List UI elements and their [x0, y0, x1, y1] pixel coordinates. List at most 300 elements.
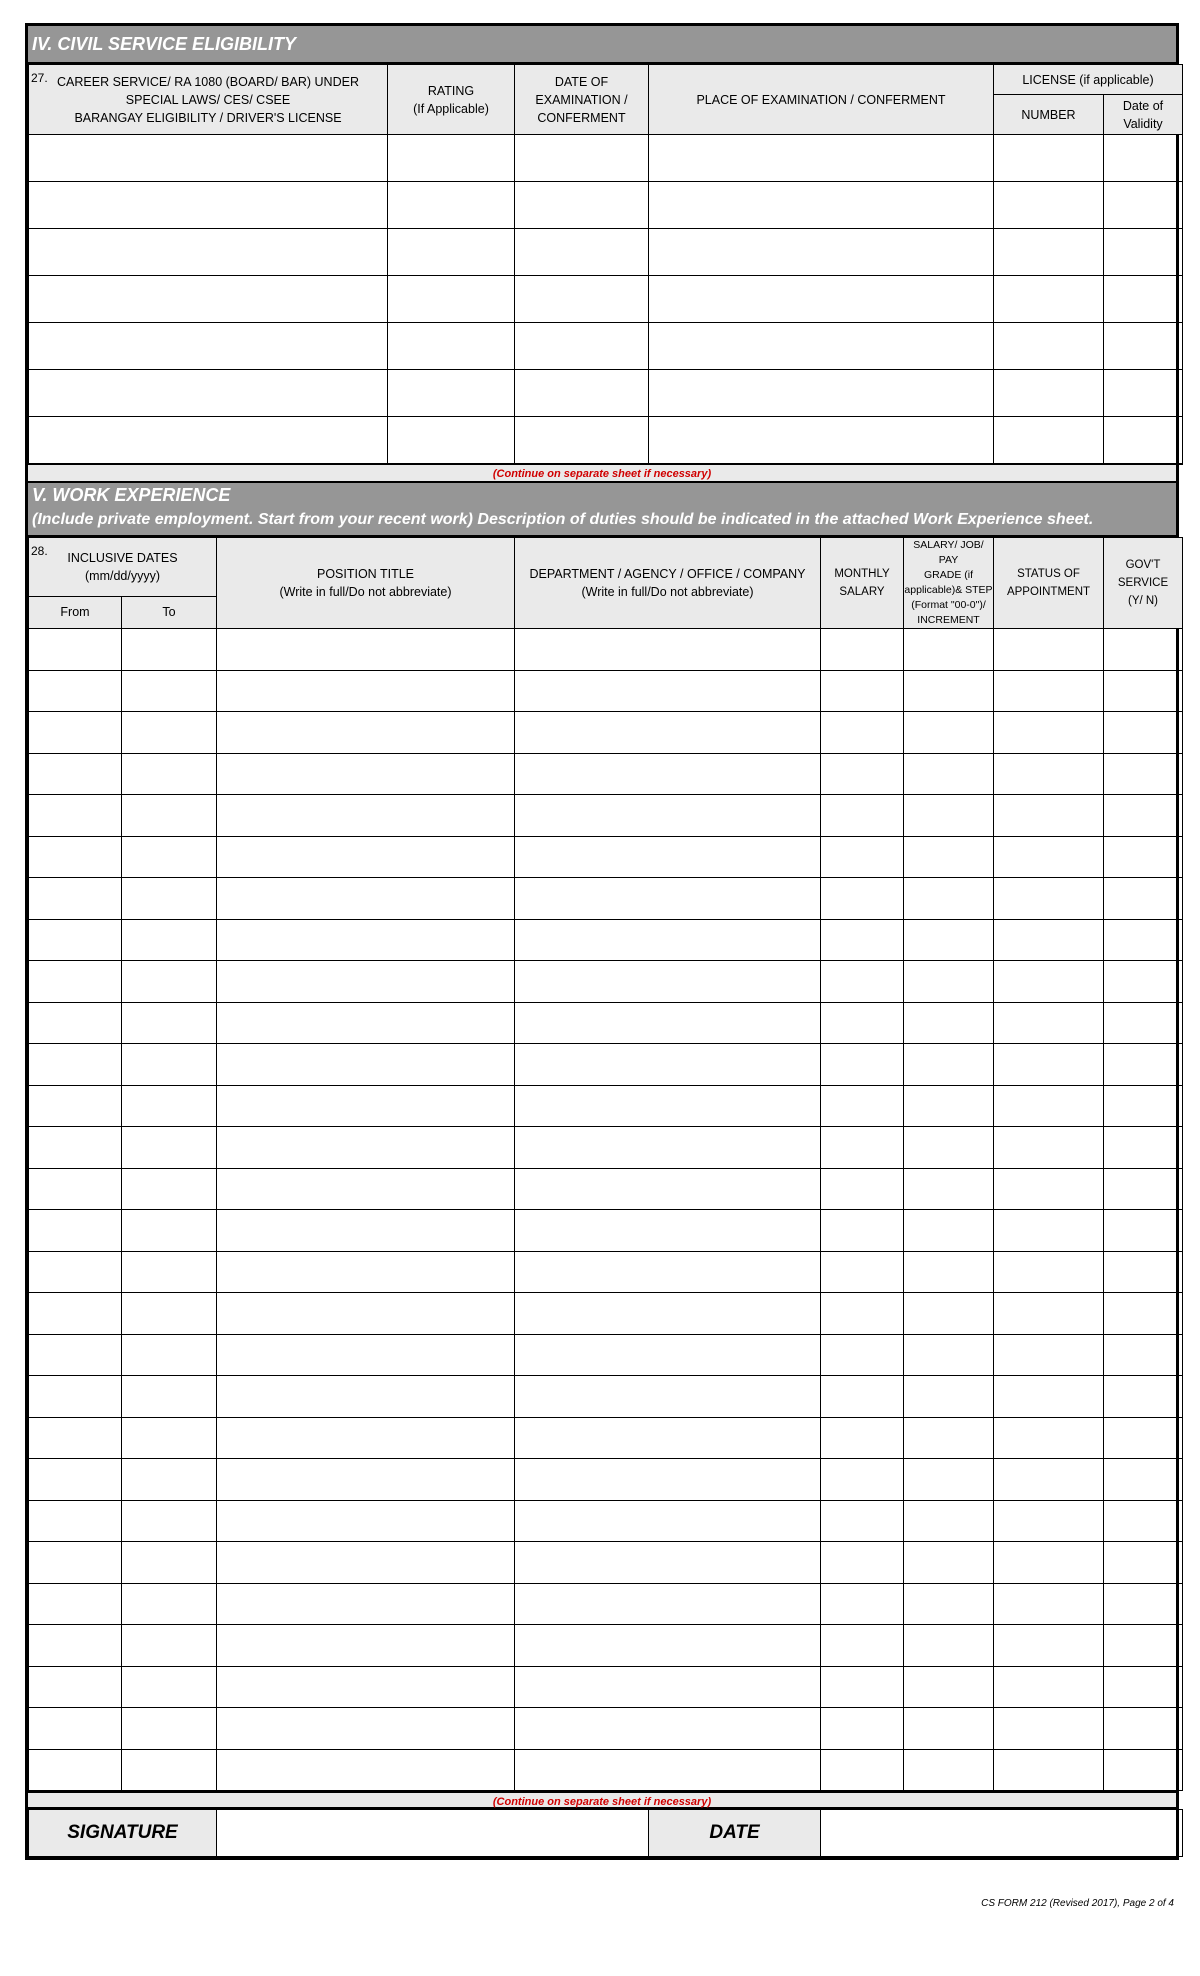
eligibility-place-cell[interactable] [649, 417, 994, 465]
work-status-cell[interactable] [994, 1127, 1104, 1169]
work-position-cell[interactable] [217, 1749, 515, 1791]
work-status-cell[interactable] [994, 753, 1104, 795]
work-to-cell[interactable] [122, 753, 217, 795]
work-position-cell[interactable] [217, 795, 515, 837]
eligibility-rating-cell[interactable] [388, 370, 515, 417]
eligibility-license-number-cell[interactable] [994, 417, 1104, 465]
work-grade-cell[interactable] [904, 961, 994, 1003]
work-grade-cell[interactable] [904, 1500, 994, 1542]
work-from-cell[interactable] [29, 961, 122, 1003]
work-to-cell[interactable] [122, 836, 217, 878]
work-department-cell[interactable] [515, 1002, 821, 1044]
eligibility-license-number-cell[interactable] [994, 229, 1104, 276]
header-monthly-salary: MONTHLY SALARY [821, 538, 904, 629]
work-department-cell[interactable] [515, 1625, 821, 1667]
work-to-cell[interactable] [122, 878, 217, 920]
work-position-cell[interactable] [217, 1708, 515, 1750]
work-grade-cell[interactable] [904, 1583, 994, 1625]
work-from-cell[interactable] [29, 1708, 122, 1750]
work-from-cell[interactable] [29, 836, 122, 878]
work-department-cell[interactable] [515, 1168, 821, 1210]
work-govt-service-cell[interactable] [1104, 1127, 1183, 1169]
work-position-cell[interactable] [217, 712, 515, 754]
work-govt-service-cell[interactable] [1104, 1583, 1183, 1625]
work-salary-cell[interactable] [821, 795, 904, 837]
work-department-cell[interactable] [515, 670, 821, 712]
work-salary-cell[interactable] [821, 1293, 904, 1335]
work-status-cell[interactable] [994, 878, 1104, 920]
work-from-cell[interactable] [29, 1459, 122, 1501]
work-department-cell[interactable] [515, 1210, 821, 1252]
eligibility-license-validity-cell[interactable] [1104, 417, 1183, 465]
work-salary-cell[interactable] [821, 1168, 904, 1210]
work-position-cell[interactable] [217, 1293, 515, 1335]
work-to-cell[interactable] [122, 1583, 217, 1625]
eligibility-license-validity-cell[interactable] [1104, 276, 1183, 323]
work-row [29, 629, 1183, 671]
work-from-cell[interactable] [29, 1293, 122, 1335]
work-department-cell[interactable] [515, 919, 821, 961]
work-position-cell[interactable] [217, 961, 515, 1003]
work-govt-service-cell[interactable] [1104, 1500, 1183, 1542]
work-salary-cell[interactable] [821, 1044, 904, 1086]
work-department-cell[interactable] [515, 1666, 821, 1708]
work-row [29, 1210, 1183, 1252]
header-inclusive-dates: 28. INCLUSIVE DATES (mm/dd/yyyy) [29, 538, 217, 597]
work-to-cell[interactable] [122, 1251, 217, 1293]
eligibility-career-service-cell[interactable] [29, 182, 388, 229]
work-from-cell[interactable] [29, 629, 122, 671]
work-from-cell[interactable] [29, 1542, 122, 1584]
eligibility-place-cell[interactable] [649, 276, 994, 323]
work-govt-service-cell[interactable] [1104, 1666, 1183, 1708]
eligibility-license-validity-cell[interactable] [1104, 370, 1183, 417]
work-from-cell[interactable] [29, 1749, 122, 1791]
work-grade-cell[interactable] [904, 878, 994, 920]
work-grade-cell[interactable] [904, 1542, 994, 1584]
header-place-of-examination: PLACE OF EXAMINATION / CONFERMENT [649, 65, 994, 135]
work-from-cell[interactable] [29, 1334, 122, 1376]
eligibility-row [29, 417, 1183, 465]
work-salary-cell[interactable] [821, 1625, 904, 1667]
signature-field[interactable] [217, 1810, 649, 1857]
work-grade-cell[interactable] [904, 1085, 994, 1127]
eligibility-career-service-cell[interactable] [29, 370, 388, 417]
work-from-cell[interactable] [29, 1376, 122, 1418]
work-to-cell[interactable] [122, 1749, 217, 1791]
work-to-cell[interactable] [122, 1168, 217, 1210]
work-to-cell[interactable] [122, 1044, 217, 1086]
work-from-cell[interactable] [29, 1127, 122, 1169]
work-salary-cell[interactable] [821, 1500, 904, 1542]
eligibility-license-validity-cell[interactable] [1104, 229, 1183, 276]
work-grade-cell[interactable] [904, 753, 994, 795]
work-from-cell[interactable] [29, 1625, 122, 1667]
work-grade-cell[interactable] [904, 1459, 994, 1501]
work-department-cell[interactable] [515, 1583, 821, 1625]
eligibility-date-cell[interactable] [515, 229, 649, 276]
work-position-cell[interactable] [217, 1002, 515, 1044]
work-govt-service-cell[interactable] [1104, 1210, 1183, 1252]
work-govt-service-cell[interactable] [1104, 629, 1183, 671]
work-position-cell[interactable] [217, 1334, 515, 1376]
eligibility-career-service-cell[interactable] [29, 323, 388, 370]
work-salary-cell[interactable] [821, 1085, 904, 1127]
work-position-cell[interactable] [217, 1417, 515, 1459]
work-salary-cell[interactable] [821, 712, 904, 754]
eligibility-row [29, 182, 1183, 229]
work-salary-cell[interactable] [821, 836, 904, 878]
work-from-cell[interactable] [29, 1417, 122, 1459]
work-to-cell[interactable] [122, 961, 217, 1003]
work-from-cell[interactable] [29, 1002, 122, 1044]
work-position-cell[interactable] [217, 1210, 515, 1252]
work-position-cell[interactable] [217, 670, 515, 712]
work-department-cell[interactable] [515, 1500, 821, 1542]
work-govt-service-cell[interactable] [1104, 1542, 1183, 1584]
work-department-cell[interactable] [515, 1417, 821, 1459]
work-position-cell[interactable] [217, 836, 515, 878]
work-from-cell[interactable] [29, 1044, 122, 1086]
work-salary-cell[interactable] [821, 878, 904, 920]
work-grade-cell[interactable] [904, 712, 994, 754]
header-govt-service: GOV'T SERVICE (Y/ N) [1104, 538, 1183, 629]
work-to-cell[interactable] [122, 795, 217, 837]
work-row [29, 1666, 1183, 1708]
eligibility-career-service-cell[interactable] [29, 276, 388, 323]
work-department-cell[interactable] [515, 1251, 821, 1293]
work-row [29, 878, 1183, 920]
section-civil-service-header [28, 26, 1176, 64]
work-grade-cell[interactable] [904, 670, 994, 712]
work-govt-service-cell[interactable] [1104, 670, 1183, 712]
work-position-cell[interactable] [217, 1500, 515, 1542]
work-position-cell[interactable] [217, 1085, 515, 1127]
work-grade-cell[interactable] [904, 1417, 994, 1459]
work-status-cell[interactable] [994, 1334, 1104, 1376]
work-govt-service-cell[interactable] [1104, 1002, 1183, 1044]
eligibility-rating-cell[interactable] [388, 182, 515, 229]
work-status-cell[interactable] [994, 1210, 1104, 1252]
work-to-cell[interactable] [122, 1334, 217, 1376]
work-status-cell[interactable] [994, 1542, 1104, 1584]
work-to-cell[interactable] [122, 919, 217, 961]
work-from-cell[interactable] [29, 670, 122, 712]
eligibility-rating-cell[interactable] [388, 229, 515, 276]
work-salary-cell[interactable] [821, 1708, 904, 1750]
work-salary-cell[interactable] [821, 1666, 904, 1708]
work-position-cell[interactable] [217, 1625, 515, 1667]
work-status-cell[interactable] [994, 1251, 1104, 1293]
work-grade-cell[interactable] [904, 1334, 994, 1376]
work-from-cell[interactable] [29, 919, 122, 961]
work-status-cell[interactable] [994, 1749, 1104, 1791]
work-status-cell[interactable] [994, 836, 1104, 878]
eligibility-rating-cell[interactable] [388, 417, 515, 465]
work-position-cell[interactable] [217, 1168, 515, 1210]
work-grade-cell[interactable] [904, 836, 994, 878]
work-salary-cell[interactable] [821, 1542, 904, 1584]
work-department-cell[interactable] [515, 753, 821, 795]
header-to: To [122, 596, 217, 628]
eligibility-license-validity-cell[interactable] [1104, 135, 1183, 182]
work-status-cell[interactable] [994, 629, 1104, 671]
work-row [29, 1749, 1183, 1791]
work-department-cell[interactable] [515, 1127, 821, 1169]
work-status-cell[interactable] [994, 1044, 1104, 1086]
work-position-cell[interactable] [217, 878, 515, 920]
eligibility-license-validity-cell[interactable] [1104, 182, 1183, 229]
work-govt-service-cell[interactable] [1104, 1749, 1183, 1791]
work-to-cell[interactable] [122, 1708, 217, 1750]
work-from-cell[interactable] [29, 1168, 122, 1210]
eligibility-place-cell[interactable] [649, 370, 994, 417]
work-department-cell[interactable] [515, 629, 821, 671]
work-department-cell[interactable] [515, 1708, 821, 1750]
work-department-cell[interactable] [515, 1044, 821, 1086]
work-department-cell[interactable] [515, 1376, 821, 1418]
work-to-cell[interactable] [122, 1459, 217, 1501]
work-grade-cell[interactable] [904, 1666, 994, 1708]
eligibility-date-cell[interactable] [515, 323, 649, 370]
work-row [29, 1334, 1183, 1376]
work-salary-cell[interactable] [821, 1002, 904, 1044]
work-from-cell[interactable] [29, 712, 122, 754]
work-status-cell[interactable] [994, 1666, 1104, 1708]
work-position-cell[interactable] [217, 919, 515, 961]
work-govt-service-cell[interactable] [1104, 961, 1183, 1003]
work-to-cell[interactable] [122, 1500, 217, 1542]
work-salary-cell[interactable] [821, 919, 904, 961]
work-to-cell[interactable] [122, 1666, 217, 1708]
eligibility-license-validity-cell[interactable] [1104, 323, 1183, 370]
work-status-cell[interactable] [994, 1168, 1104, 1210]
header-rating: RATING (If Applicable) [388, 65, 515, 135]
work-govt-service-cell[interactable] [1104, 1085, 1183, 1127]
work-status-cell[interactable] [994, 919, 1104, 961]
eligibility-career-service-cell[interactable] [29, 135, 388, 182]
work-to-cell[interactable] [122, 1542, 217, 1584]
work-status-cell[interactable] [994, 1293, 1104, 1335]
work-row [29, 1293, 1183, 1335]
work-row [29, 1459, 1183, 1501]
work-to-cell[interactable] [122, 670, 217, 712]
work-from-cell[interactable] [29, 753, 122, 795]
work-grade-cell[interactable] [904, 1210, 994, 1252]
eligibility-license-number-cell[interactable] [994, 370, 1104, 417]
eligibility-license-number-cell[interactable] [994, 182, 1104, 229]
work-govt-service-cell[interactable] [1104, 1376, 1183, 1418]
eligibility-license-number-cell[interactable] [994, 135, 1104, 182]
eligibility-place-cell[interactable] [649, 323, 994, 370]
eligibility-date-cell[interactable] [515, 182, 649, 229]
work-to-cell[interactable] [122, 1417, 217, 1459]
work-from-cell[interactable] [29, 1583, 122, 1625]
work-salary-cell[interactable] [821, 670, 904, 712]
work-grade-cell[interactable] [904, 919, 994, 961]
work-department-cell[interactable] [515, 1459, 821, 1501]
eligibility-rating-cell[interactable] [388, 276, 515, 323]
eligibility-date-cell[interactable] [515, 276, 649, 323]
work-govt-service-cell[interactable] [1104, 1293, 1183, 1335]
work-experience-rows [29, 629, 1183, 1791]
work-grade-cell[interactable] [904, 1293, 994, 1335]
work-grade-cell[interactable] [904, 1625, 994, 1667]
work-salary-cell[interactable] [821, 961, 904, 1003]
work-salary-cell[interactable] [821, 1459, 904, 1501]
work-position-cell[interactable] [217, 1459, 515, 1501]
work-to-cell[interactable] [122, 1085, 217, 1127]
work-to-cell[interactable] [122, 629, 217, 671]
work-department-cell[interactable] [515, 878, 821, 920]
work-govt-service-cell[interactable] [1104, 712, 1183, 754]
work-salary-cell[interactable] [821, 1210, 904, 1252]
work-position-cell[interactable] [217, 1376, 515, 1418]
work-grade-cell[interactable] [904, 795, 994, 837]
work-position-cell[interactable] [217, 1044, 515, 1086]
work-position-cell[interactable] [217, 1251, 515, 1293]
work-govt-service-cell[interactable] [1104, 795, 1183, 837]
work-status-cell[interactable] [994, 1625, 1104, 1667]
work-from-cell[interactable] [29, 1085, 122, 1127]
work-govt-service-cell[interactable] [1104, 1417, 1183, 1459]
eligibility-rating-cell[interactable] [388, 135, 515, 182]
work-status-cell[interactable] [994, 712, 1104, 754]
eligibility-date-cell[interactable] [515, 370, 649, 417]
section-civil-service-title: IV. CIVIL SERVICE ELIGIBILITY [32, 34, 297, 54]
work-status-cell[interactable] [994, 795, 1104, 837]
work-department-cell[interactable] [515, 1085, 821, 1127]
header-department: DEPARTMENT / AGENCY / OFFICE / COMPANY (Write in full/Do not abbreviate) [515, 538, 821, 629]
work-status-cell[interactable] [994, 1085, 1104, 1127]
work-position-cell[interactable] [217, 1127, 515, 1169]
work-row [29, 795, 1183, 837]
work-row [29, 753, 1183, 795]
work-status-cell[interactable] [994, 1583, 1104, 1625]
work-position-cell[interactable] [217, 629, 515, 671]
work-grade-cell[interactable] [904, 1002, 994, 1044]
eligibility-rating-cell[interactable] [388, 323, 515, 370]
work-from-cell[interactable] [29, 1251, 122, 1293]
work-grade-cell[interactable] [904, 1251, 994, 1293]
work-status-cell[interactable] [994, 1459, 1104, 1501]
work-salary-cell[interactable] [821, 1376, 904, 1418]
work-to-cell[interactable] [122, 1625, 217, 1667]
work-from-cell[interactable] [29, 1500, 122, 1542]
work-status-cell[interactable] [994, 1417, 1104, 1459]
header-license-validity: Date of Validity [1104, 95, 1183, 135]
work-row [29, 836, 1183, 878]
work-from-cell[interactable] [29, 878, 122, 920]
work-salary-cell[interactable] [821, 629, 904, 671]
eligibility-license-number-cell[interactable] [994, 276, 1104, 323]
work-grade-cell[interactable] [904, 1044, 994, 1086]
work-govt-service-cell[interactable] [1104, 836, 1183, 878]
work-govt-service-cell[interactable] [1104, 1459, 1183, 1501]
work-to-cell[interactable] [122, 1293, 217, 1335]
work-salary-cell[interactable] [821, 1749, 904, 1791]
work-position-cell[interactable] [217, 1583, 515, 1625]
eligibility-place-cell[interactable] [649, 229, 994, 276]
section-work-experience-title: V. WORK EXPERIENCE [32, 485, 231, 505]
work-status-cell[interactable] [994, 1002, 1104, 1044]
work-salary-cell[interactable] [821, 1251, 904, 1293]
work-to-cell[interactable] [122, 1002, 217, 1044]
date-field[interactable] [821, 1810, 1183, 1857]
work-govt-service-cell[interactable] [1104, 878, 1183, 920]
work-grade-cell[interactable] [904, 1376, 994, 1418]
work-from-cell[interactable] [29, 795, 122, 837]
work-to-cell[interactable] [122, 1127, 217, 1169]
work-govt-service-cell[interactable] [1104, 1708, 1183, 1750]
work-department-cell[interactable] [515, 1749, 821, 1791]
work-grade-cell[interactable] [904, 1749, 994, 1791]
work-salary-cell[interactable] [821, 1583, 904, 1625]
work-department-cell[interactable] [515, 961, 821, 1003]
work-position-cell[interactable] [217, 753, 515, 795]
work-department-cell[interactable] [515, 836, 821, 878]
eligibility-row [29, 135, 1183, 182]
work-department-cell[interactable] [515, 1542, 821, 1584]
work-from-cell[interactable] [29, 1666, 122, 1708]
work-grade-cell[interactable] [904, 1168, 994, 1210]
work-department-cell[interactable] [515, 1293, 821, 1335]
work-govt-service-cell[interactable] [1104, 1625, 1183, 1667]
work-grade-cell[interactable] [904, 1127, 994, 1169]
work-from-cell[interactable] [29, 1210, 122, 1252]
work-govt-service-cell[interactable] [1104, 1251, 1183, 1293]
work-row [29, 1583, 1183, 1625]
work-govt-service-cell[interactable] [1104, 753, 1183, 795]
work-govt-service-cell[interactable] [1104, 1168, 1183, 1210]
work-govt-service-cell[interactable] [1104, 919, 1183, 961]
work-govt-service-cell[interactable] [1104, 1044, 1183, 1086]
work-grade-cell[interactable] [904, 1708, 994, 1750]
eligibility-career-service-cell[interactable] [29, 229, 388, 276]
work-status-cell[interactable] [994, 961, 1104, 1003]
work-to-cell[interactable] [122, 1376, 217, 1418]
work-department-cell[interactable] [515, 712, 821, 754]
work-to-cell[interactable] [122, 712, 217, 754]
work-status-cell[interactable] [994, 1500, 1104, 1542]
header-position-title: POSITION TITLE (Write in full/Do not abbreviate) [217, 538, 515, 629]
eligibility-date-cell[interactable] [515, 417, 649, 465]
work-govt-service-cell[interactable] [1104, 1334, 1183, 1376]
work-position-cell[interactable] [217, 1542, 515, 1584]
work-salary-cell[interactable] [821, 753, 904, 795]
work-salary-cell[interactable] [821, 1127, 904, 1169]
eligibility-license-number-cell[interactable] [994, 323, 1104, 370]
work-salary-cell[interactable] [821, 1417, 904, 1459]
work-status-cell[interactable] [994, 1376, 1104, 1418]
work-department-cell[interactable] [515, 1334, 821, 1376]
work-row [29, 1168, 1183, 1210]
work-grade-cell[interactable] [904, 629, 994, 671]
eligibility-career-service-cell[interactable] [29, 417, 388, 465]
eligibility-date-cell[interactable] [515, 135, 649, 182]
work-position-cell[interactable] [217, 1666, 515, 1708]
work-salary-cell[interactable] [821, 1334, 904, 1376]
header-from: From [29, 596, 122, 628]
work-department-cell[interactable] [515, 795, 821, 837]
work-status-cell[interactable] [994, 670, 1104, 712]
eligibility-place-cell[interactable] [649, 135, 994, 182]
section-work-experience-subtitle: (Include private employment. Start from your recent work) Description of duties should be indicated in the attached Work Experience sheet. [32, 511, 1094, 528]
header-license-number: NUMBER [994, 95, 1104, 135]
work-to-cell[interactable] [122, 1210, 217, 1252]
eligibility-place-cell[interactable] [649, 182, 994, 229]
work-status-cell[interactable] [994, 1708, 1104, 1750]
